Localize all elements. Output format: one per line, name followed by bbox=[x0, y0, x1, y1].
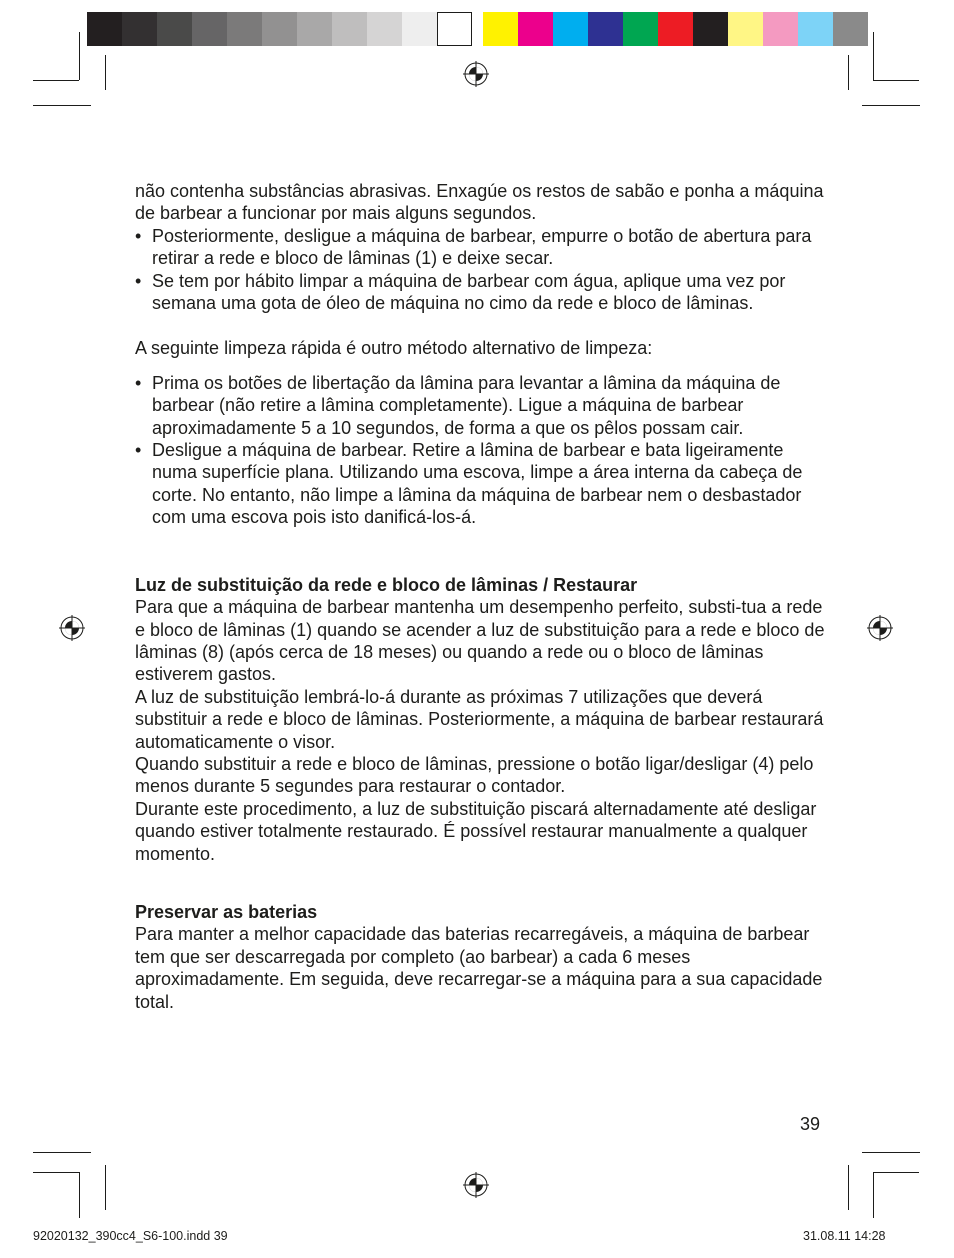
crop-mark bbox=[862, 1152, 920, 1153]
registration-target-icon bbox=[463, 1172, 489, 1198]
color-swatch bbox=[798, 12, 833, 46]
crop-mark bbox=[848, 1165, 849, 1210]
crop-mark bbox=[33, 1152, 91, 1153]
quick-clean-bullet-list bbox=[135, 372, 825, 529]
batteries-paragraph: Para manter a melhor capacidade das baterias recarregáveis, a máquina de barbear tem que ser descarregada por completo (ao barbear) a cada 6 meses aproximadamente. Em seguida, deve recarregar-se a máquina para a sua capacidade total. bbox=[135, 924, 823, 1012]
crop-mark bbox=[33, 80, 79, 81]
intro-paragraph: não contenha substâncias abrasivas. Enxagúe os restos de sabão e ponha a máquina de barbear a funcionar por mais alguns segundos. bbox=[135, 181, 824, 224]
color-swatch bbox=[437, 12, 472, 46]
registration-target-icon bbox=[59, 615, 85, 641]
color-swatch bbox=[483, 12, 518, 46]
date-slug: 31.08.11 14:28 bbox=[803, 1229, 886, 1243]
color-swatch bbox=[192, 12, 227, 46]
process-color-bar bbox=[483, 12, 868, 46]
bullet-item: • Se tem por hábito limpar a máquina de barbear com água, aplique uma vez por semana uma gota de óleo de máquina no cimo da rede e bloco de lâminas. bbox=[135, 270, 825, 315]
crop-mark bbox=[873, 1172, 919, 1173]
quick-clean-intro: A seguinte limpeza rápida é outro método alternativo de limpeza: bbox=[135, 338, 653, 359]
crop-mark bbox=[79, 32, 80, 80]
registration-target-icon bbox=[463, 61, 489, 87]
color-swatch bbox=[297, 12, 332, 46]
color-swatch bbox=[367, 12, 402, 46]
registration-target-icon bbox=[867, 615, 893, 641]
color-swatch bbox=[728, 12, 763, 46]
replacement-paragraph: Durante este procedimento, a luz de substituição piscará alternadamente até desligar quando estiver totalmente restaurado. É possível restaurar manualmente a qualquer momento. bbox=[135, 798, 817, 864]
color-swatch bbox=[833, 12, 868, 46]
color-swatch bbox=[693, 12, 728, 46]
replacement-paragraph: A luz de substituição lembrá-lo-á durante as próximas 7 utilizações que deverá substituir a rede e bloco de lâminas. Posteriormente, a máquina de barbear restaurará automaticamente o visor. bbox=[135, 686, 824, 752]
page-number: 39 bbox=[799, 1114, 820, 1134]
crop-mark bbox=[862, 105, 920, 106]
color-swatch bbox=[122, 12, 157, 46]
crop-mark bbox=[848, 55, 849, 90]
crop-mark bbox=[873, 1172, 874, 1218]
replacement-heading: Luz de substituição da rede e bloco de lâminas / Restaurar bbox=[135, 574, 638, 595]
intro-bullet-list bbox=[135, 225, 825, 315]
crop-mark bbox=[873, 80, 919, 81]
bullet-item: • Posteriormente, desligue a máquina de barbear, empurre o botão de abertura para retirar a rede e bloco de lâminas (1) e deixe secar. bbox=[135, 225, 825, 270]
color-swatch bbox=[553, 12, 588, 46]
crop-mark bbox=[105, 1165, 106, 1210]
color-swatch bbox=[157, 12, 192, 46]
color-swatch bbox=[87, 12, 122, 46]
color-swatch bbox=[227, 12, 262, 46]
page-content bbox=[135, 180, 825, 1013]
color-swatch bbox=[588, 12, 623, 46]
batteries-heading: Preservar as baterias bbox=[135, 901, 318, 922]
color-swatch bbox=[518, 12, 553, 46]
grayscale-color-bar bbox=[87, 12, 472, 46]
crop-mark bbox=[105, 55, 106, 90]
color-swatch bbox=[262, 12, 297, 46]
crop-mark bbox=[873, 32, 874, 80]
color-swatch bbox=[658, 12, 693, 46]
color-swatch bbox=[763, 12, 798, 46]
color-swatch bbox=[402, 12, 437, 46]
file-slug: 92020132_390cc4_S6-100.indd 39 bbox=[33, 1229, 228, 1243]
replacement-paragraph: Para que a máquina de barbear mantenha um desempenho perfeito, substi-tua a rede e bloco de lâminas (1) quando se acender a luz de substituição para a rede e bloco de lâminas (8) (após cerca de 18 meses) ou quando a rede ou o bloco de lâminas estiverem gastos. bbox=[135, 597, 825, 685]
crop-mark bbox=[33, 1172, 79, 1173]
bullet-item: • Prima os botões de libertação da lâmina para levantar a lâmina da máquina de barbear (não retire a lâmina completamente). Ligue a máquina de barbear aproximadamente 5 a 10 segundos, de forma a que os pêlos possam cair. bbox=[135, 372, 825, 439]
crop-mark bbox=[79, 1172, 80, 1218]
color-swatch bbox=[623, 12, 658, 46]
bullet-item: • Desligue a máquina de barbear. Retire a lâmina de barbear e bata ligeiramente numa superfície plana. Utilizando uma escova, limpe a área interna da cabeça de corte. No entanto, não limpe a lâmina da máquina de barbear nem o desbastador com uma escova pois isto danificá-los-á. bbox=[135, 439, 825, 529]
color-swatch bbox=[332, 12, 367, 46]
replacement-paragraph: Quando substituir a rede e bloco de lâminas, pressione o botão ligar/desligar (4) pelo menos durante 5 segundes para restaurar o contador. bbox=[135, 753, 814, 797]
crop-mark bbox=[33, 105, 91, 106]
